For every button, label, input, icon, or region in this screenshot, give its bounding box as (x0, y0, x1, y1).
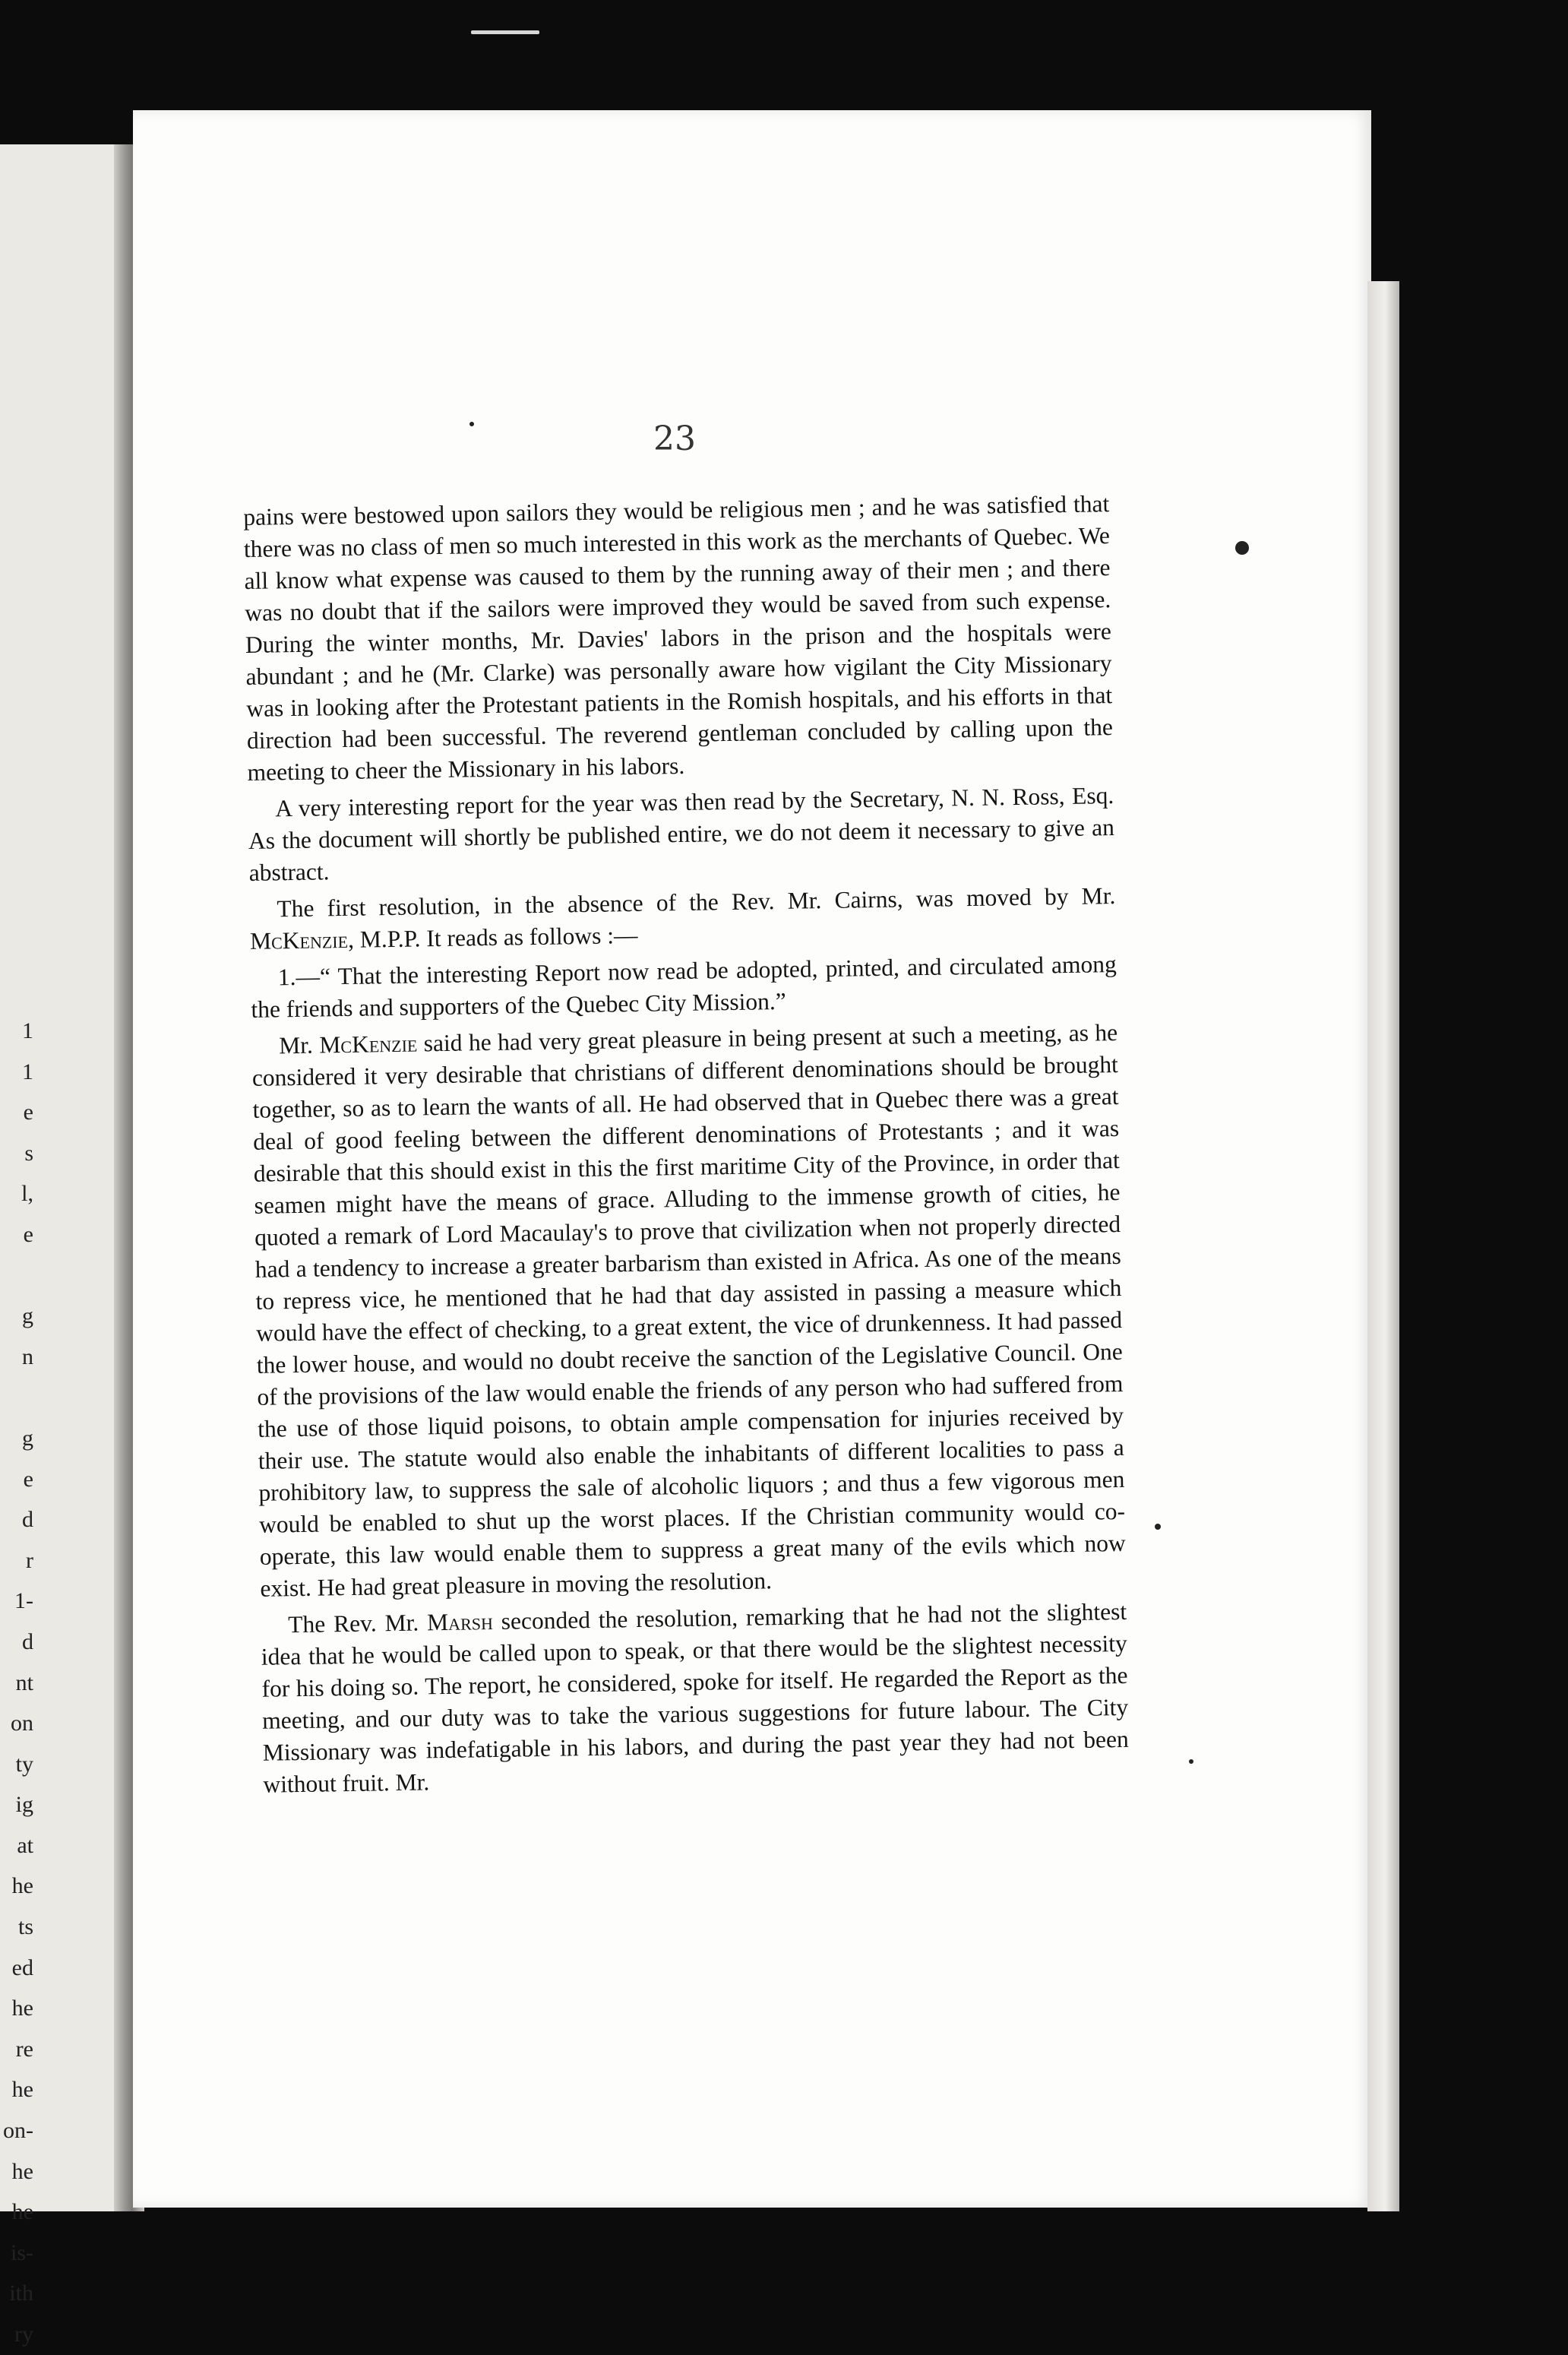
paragraph-5-end: said he had very great pleasure in being present at such a meeting, as he considered it very desirable that christians of different denominations should be brought together, so as to learn the wants of all. He had observed that in Quebec there was a great deal of good feeling between the different denominations of Protestants ; and it was desirable that this should exist in this the first maritime City of the Province, in order that seamen might have the means of grace. Alluding to the immense growth of cities, he quoted a remark of Lord Macaulay's to prove that civilization when not properly directed had a tendency to increase a greater barbarism than existed in Africa. As one of the means to repress vice, he mentioned that he had that day assisted in passing a measure which would have the effect of checking, to a great extent, the vice of drunkenness. It had passed the lower house, and would no doubt receive the sanction of the Legislative Council. One of the provisions of the law would enable the friends of any person who had suffered from the use of those liquid poisons, to obtain ample compensation for injuries received by their use. The statute would also enable the inhabitants of different localities to pass a prohibitory law, to suppress the sale of alcoholic liquors ; and thus a few vigorous men would be enabled to shut up the worst places. If the Christian community would co-operate, this law would enable them to suppress a great many of the evils which now exist. He had great pleasure in moving the resolution. (251, 1019, 1126, 1602)
speaker-name: McKenzie (319, 1030, 418, 1059)
paragraph-6-end: seconded the resolution, remarking that he had not the slightest idea that he would be called upon to speak, or that there would be the slightest necessity for his doing so. The report, he considered, spoke for itself. He regarded the Report as the meeting, and our duty was to take the various suggestions for future labour. The City Missionary was indefatigable in his labors, and during the past year they had not been without fruit. Mr. (261, 1597, 1129, 1798)
paragraph-2: A very interesting report for the year was then read by the Secretary, N. N. Ross, Esq. As the document will shortly be published entire, we do not deem it necessary to give an abstract. (248, 782, 1115, 886)
page-number: 23 (653, 419, 696, 458)
scan-speck (469, 422, 474, 426)
page-edge (1367, 281, 1399, 2211)
paragraph-6 (261, 1596, 1130, 1801)
scan-speck (1189, 1759, 1193, 1764)
paragraph-5 (251, 1017, 1127, 1605)
speaker-name: McKenzie (249, 926, 349, 954)
paragraph-3 (249, 880, 1116, 958)
paragraph-3-start: The first resolution, in the absence of the Rev. Mr. Cairns, was moved by Mr. (277, 882, 1116, 923)
paragraph-6-start: The Rev. Mr. (287, 1609, 428, 1638)
paragraph-5-start: Mr. (278, 1031, 320, 1059)
facing-page (0, 144, 114, 2347)
body-text (243, 488, 1130, 1806)
paragraph-4-resolution: 1.—“ That the interesting Report now read be adopted, printed, and circulated among the friends and supporters of the Quebec City Mission.” (251, 951, 1117, 1023)
scan-speck (1235, 541, 1249, 555)
facing-page-text-fragments: 1 1 e s l, e g n g e d r 1- d nt on ty ig at he ts ed he re he on- he he is- ith ry (3, 1018, 33, 2347)
scan-speck (1155, 1524, 1161, 1530)
scan-speck (471, 30, 539, 34)
speaker-name: Marsh (426, 1608, 494, 1636)
paragraph-1: pains were bestowed upon sailors they would be religious men ; and he was satisfied that there was no class of men so much interested in this work as the merchants of Quebec. We all know what expense was caused to them by the running away of their men ; and there was no doubt that if the sailors were improved they would be saved from such expense. During the winter months, Mr. Davies' labors in the prison and the hospitals were abundant ; and he (Mr. Clarke) was personally aware how vigilant the City Missionary was in looking after the Protestant patients in the Romish hospitals, and his efforts in that direction had been successful. The reverend gentleman concluded by calling upon the meeting to cheer the Missionary in his labors. (243, 490, 1114, 786)
paragraph-3-end: , M.P.P. It reads as follows :— (347, 921, 638, 953)
